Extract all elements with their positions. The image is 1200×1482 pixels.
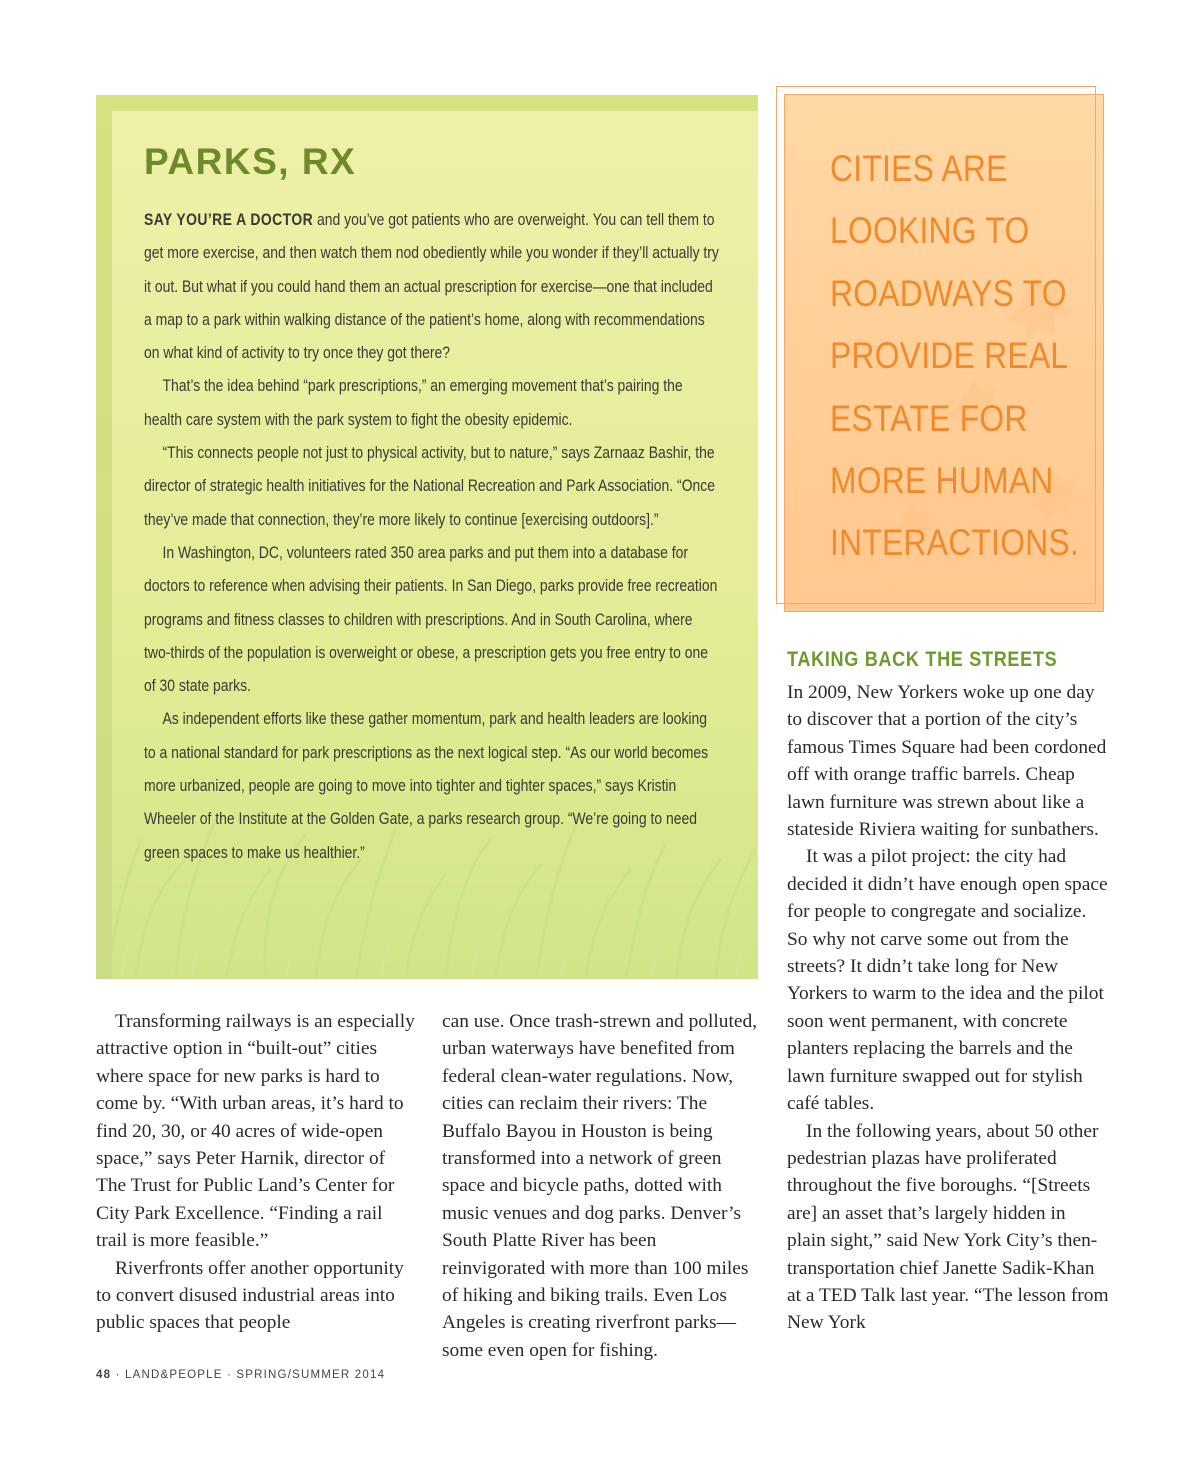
body-paragraph: Riverfronts offer another opportunity to convert disused industrial areas into public spaces that people [96,1257,404,1334]
page-folio [96,1369,385,1381]
body-column-2 [442,1008,764,1364]
body-paragraph: Transforming railways is an especially attractive option in “built-out” cities where space for new parks is hard to come by. “With urban areas, it’s hard to find 20, 30, or 40 acres of wide-open space,” says Peter Harnik, director of The Trust for Public Land’s Center for City Park Excellence. “Finding a rail trail is more feasible.” [96,1011,415,1252]
sidebar-paragraph-1: SAY YOU’RE A DOCTOR and you’ve got patients who are overweight. You can tell them to get more exercise, and then watch them nod obediently while you wonder if they’ll actually try it out. But what if you could hand them an actual prescription for exercise—one that included a map to a park within walking distance of the patient’s home, along with recommendations on what kind of activity to try once they got there? [144,210,719,363]
body-paragraph: In 2009, New Yorkers woke up one day to discover that a portion of the city’s famous Times Square had been cordoned off with orange traffic barrels. Cheap lawn furniture was strewn about like a stateside Riviera waiting for sunbathers. [787,682,1107,841]
body-column-1 [96,1008,418,1337]
sidebar-box [96,95,758,979]
body-paragraph: In the following years, about 50 other pedestrian plazas have proliferated throughout the five boroughs. “[Streets are] an asset that’s largely hidden in plain sight,” said New York City’s then-transportation chief Janette Sadik-Khan at a TED Talk last year. “The lesson from New York [787,1120,1109,1334]
sidebar-top-band [96,95,758,111]
section-heading: TAKING BACK THE STREETS [787,648,1058,671]
sidebar-lead-in: SAY YOU’RE A DOCTOR [144,210,314,229]
sidebar-paragraph-3: “This connects people not just to physical activity, but to nature,” says Zarnaaz Bashir, the director of strategic health initiatives for the National Recreation and Park Association. “Once they’ve made that connection, they’re more likely to continue [exercising outdoors].” [144,443,716,529]
pull-quote-box [776,86,1106,612]
body-paragraph: It was a pilot project: the city had decided it didn’t have enough open space for people to congregate and socialize. So why not carve some out from the streets? It didn’t take long for New Yorkers to warm to the idea and the pilot soon went permanent, with concrete planters replacing the barrels and the lawn furniture swapped out for stylish café tables. [787,846,1108,1115]
page-number: 48 [96,1369,112,1381]
body-column-3 [787,679,1109,1337]
sidebar-paragraph-5: As independent efforts like these gather momentum, park and health leaders are looking to a national standard for park prescriptions as the next logical step. “As our world becomes more urbanized, people are going to move into tighter and tighter spaces,” says Kristin Wheeler of the Institute at the Golden Gate, a parks research group. “We’re going to need green spaces to make us healthier.” [144,709,709,862]
sidebar-title: PARKS, RX [144,141,357,182]
sidebar-paragraph-2: That’s the idea behind “park prescriptions,” an emerging movement that’s pairing the health care system with the park system to fight the obesity epidemic. [144,376,683,429]
pull-quote-text: CITIES ARE LOOKING TO ROADWAYS TO PROVIDE REAL ESTATE FOR MORE HUMAN INTERACTIONS. [830,148,1080,564]
folio-text: · LAND&PEOPLE · SPRING/SUMMER 2014 [111,1369,386,1381]
sidebar-body [144,203,719,869]
body-paragraph: can use. Once trash-strewn and polluted, urban waterways have benefited from federal clean-water regulations. Now, cities can reclaim their rivers: The Buffalo Bayou in Houston is being transformed into a network of green space and bicycle paths, dotted with music venues and dog parks. Denver’s South Platte River has been reinvigorated with more than 100 miles of hiking and biking trails. Even Los Angeles is creating riverfront parks—some even open for fishing. [442,1011,757,1361]
sidebar-paragraph-4: In Washington, DC, volunteers rated 350 area parks and put them into a database for doctors to reference when advising their patients. In San Diego, parks provide free recreation programs and fitness classes to children with prescriptions. And in South Carolina, where two-thirds of the population is overweight or obese, a prescription gets you free entry to one of 30 state parks. [144,542,718,696]
